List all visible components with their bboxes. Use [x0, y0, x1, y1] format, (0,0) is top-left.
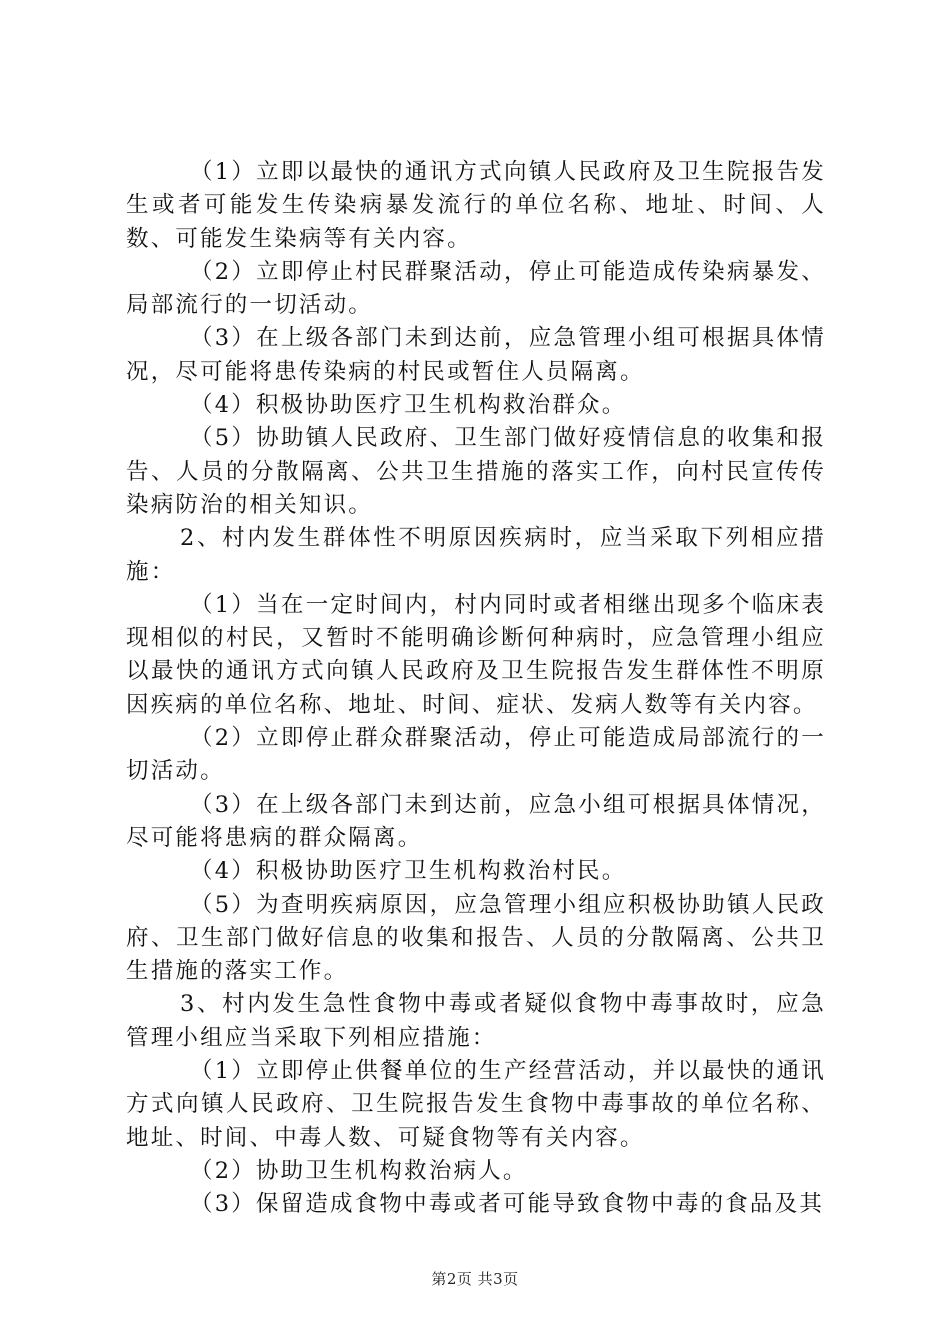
- paragraph: （4）积极协助医疗卫生机构救治群众。: [190, 392, 627, 419]
- paragraph: （1）立即停止供餐单位的生产经营活动，并以最快的通讯方式向镇人民政府、卫生院报告发生食物中毒事故的单位名称、地址、时间、中毒人数、可疑食物等有关内容。: [126, 1058, 826, 1151]
- paragraph: （2）立即停止村民群聚活动，停止可能造成传染病暴发、局部流行的一切活动。: [126, 258, 826, 319]
- paragraph: （2）协助卫生机构救治病人。: [190, 1157, 528, 1184]
- paragraph: （2）立即停止群众群聚活动，停止可能造成局部流行的一切活动。: [126, 725, 826, 785]
- paragraph: （3）保留造成食物中毒或者可能导致食物中毒的食品及其: [190, 1191, 825, 1218]
- paragraph: （5）协助镇人民政府、卫生部门做好疫情信息的收集和报告、人员的分散隔离、公共卫生措施的落实工作，向村民宣传传染病防治的相关知识。: [126, 425, 826, 518]
- section-heading-paragraph: 3、村内发生急性食物中毒或者疑似食物中毒事故时，应急管理小组应当采取下列相应措施：: [126, 991, 826, 1051]
- section-heading-paragraph: 2、村内发生群体性不明原因疾病时，应当采取下列相应措施：: [126, 525, 826, 585]
- document-body: [126, 156, 826, 1222]
- paragraph: （3）在上级各部门未到达前，应急小组可根据具体情况，尽可能将患病的群众隔离。: [126, 791, 826, 851]
- page-footer: 第2页 共3页: [431, 1270, 519, 1288]
- paragraph: （1）立即以最快的通讯方式向镇人民政府及卫生院报告发生或者可能发生传染病暴发流行的单位名称、地址、时间、人数、可能发生染病等有关内容。: [126, 159, 826, 252]
- paragraph: （1）当在一定时间内，村内同时或者相继出现多个临床表现相似的村民，又暂时不能明确诊断何种病时，应急管理小组应以最快的通讯方式向镇人民政府及卫生院报告发生群体性不明原因疾病的单位名称、地址、时间、症状、发病人数等有关内容。: [126, 591, 826, 718]
- paragraph: （5）为查明疾病原因，应急管理小组应积极协助镇人民政府、卫生部门做好信息的收集和报告、人员的分散隔离、公共卫生措施的落实工作。: [126, 891, 826, 985]
- paragraph: （4）积极协助医疗卫生机构救治村民。: [190, 858, 627, 885]
- paragraph: （3）在上级各部门未到达前，应急管理小组可根据具体情况，尽可能将患传染病的村民或暂住人员隔离。: [126, 325, 826, 385]
